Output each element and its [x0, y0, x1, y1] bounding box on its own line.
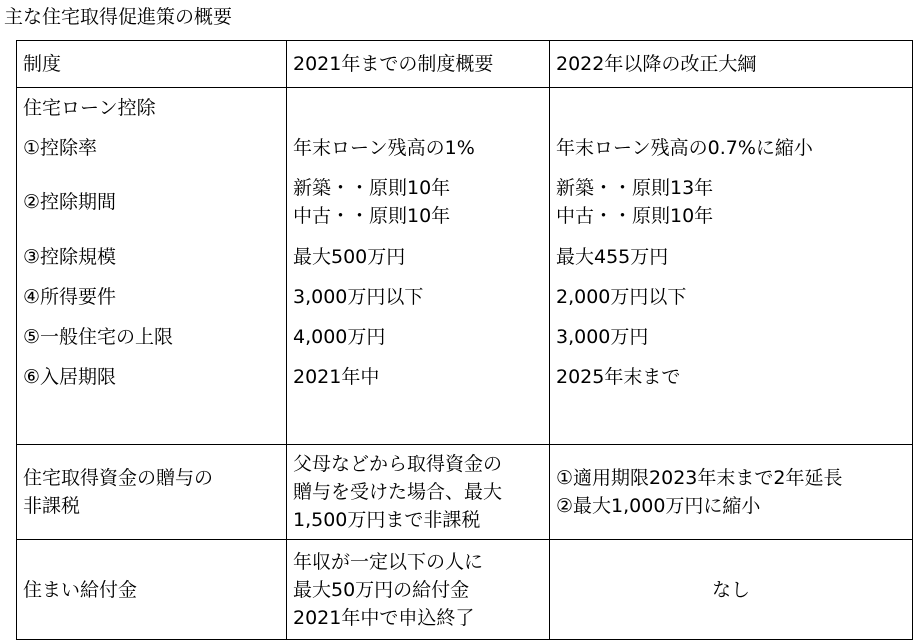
benefit-after-cell: なし [550, 540, 913, 640]
loan-before-value: 3,000万円以下 [293, 286, 424, 308]
loan-after-value: 年末ローン残高の0.7%に縮小 [556, 137, 813, 159]
loan-before-value: 2021年中 [293, 366, 380, 388]
page-title: 主な住宅取得促進策の概要 [4, 6, 233, 28]
gift-before-line: 贈与を受けた場合、最大 [293, 481, 503, 503]
loan-section-row [17, 88, 913, 445]
gift-after-cell [550, 445, 913, 540]
loan-after-value: 2,000万円以下 [556, 286, 687, 308]
header-cell-system: 制度 [17, 41, 287, 88]
loan-before-value: 4,000万円 [293, 326, 386, 348]
benefit-before-line: 年収が一定以下の人に [293, 550, 484, 573]
header-cell-after: 2022年以降の改正大綱 [550, 41, 913, 88]
loan-label-cell [17, 88, 287, 445]
gift-before-line: 父母などから取得資金の [293, 453, 503, 475]
loan-before-value: 新築・・原則10年 [293, 177, 451, 199]
loan-before-cell [287, 88, 550, 445]
loan-after-value: 最大455万円 [556, 246, 669, 268]
gift-before-cell [287, 445, 550, 540]
benefit-before-cell [287, 540, 550, 640]
gift-label-line: 住宅取得資金の贈与の [23, 467, 214, 489]
loan-item-label: ⑤一般住宅の上限 [23, 326, 174, 348]
loan-after-value: 新築・・原則13年 [556, 177, 714, 199]
gift-label-cell [17, 445, 287, 540]
gift-label-line: 非課税 [23, 495, 81, 517]
gift-after-line: ①適用期限2023年末まで2年延長 [556, 467, 843, 489]
loan-item-label: ④所得要件 [23, 286, 117, 308]
table-header-row [17, 41, 913, 88]
loan-before-value: 中古・・原則10年 [293, 205, 451, 227]
loan-item-label: ①控除率 [23, 137, 98, 159]
loan-item-label: ⑥入居期限 [23, 366, 117, 388]
header-cell-before: 2021年までの制度概要 [287, 41, 550, 88]
loan-before-value: 最大500万円 [293, 246, 406, 268]
loan-item-label: ③控除規模 [23, 246, 117, 268]
gift-tax-row [17, 445, 913, 540]
benefit-before-line: 2021年中で申込終了 [293, 606, 475, 629]
gift-after-line: ②最大1,000万円に縮小 [556, 495, 761, 517]
housing-policy-table [16, 40, 913, 640]
housing-benefit-row [17, 540, 913, 640]
loan-after-value: 中古・・原則10年 [556, 205, 714, 227]
loan-after-value: 3,000万円 [556, 326, 649, 348]
gift-before-line: 1,500万円まで非課税 [293, 509, 481, 531]
loan-item-label: ②控除期間 [23, 191, 117, 213]
benefit-before-line: 最大50万円の給付金 [293, 578, 470, 601]
benefit-label-cell: 住まい給付金 [17, 540, 287, 640]
loan-before-value: 年末ローン残高の1% [293, 137, 475, 159]
loan-heading: 住宅ローン控除 [23, 97, 156, 119]
loan-after-cell [550, 88, 913, 445]
loan-after-value: 2025年末まで [556, 366, 681, 388]
